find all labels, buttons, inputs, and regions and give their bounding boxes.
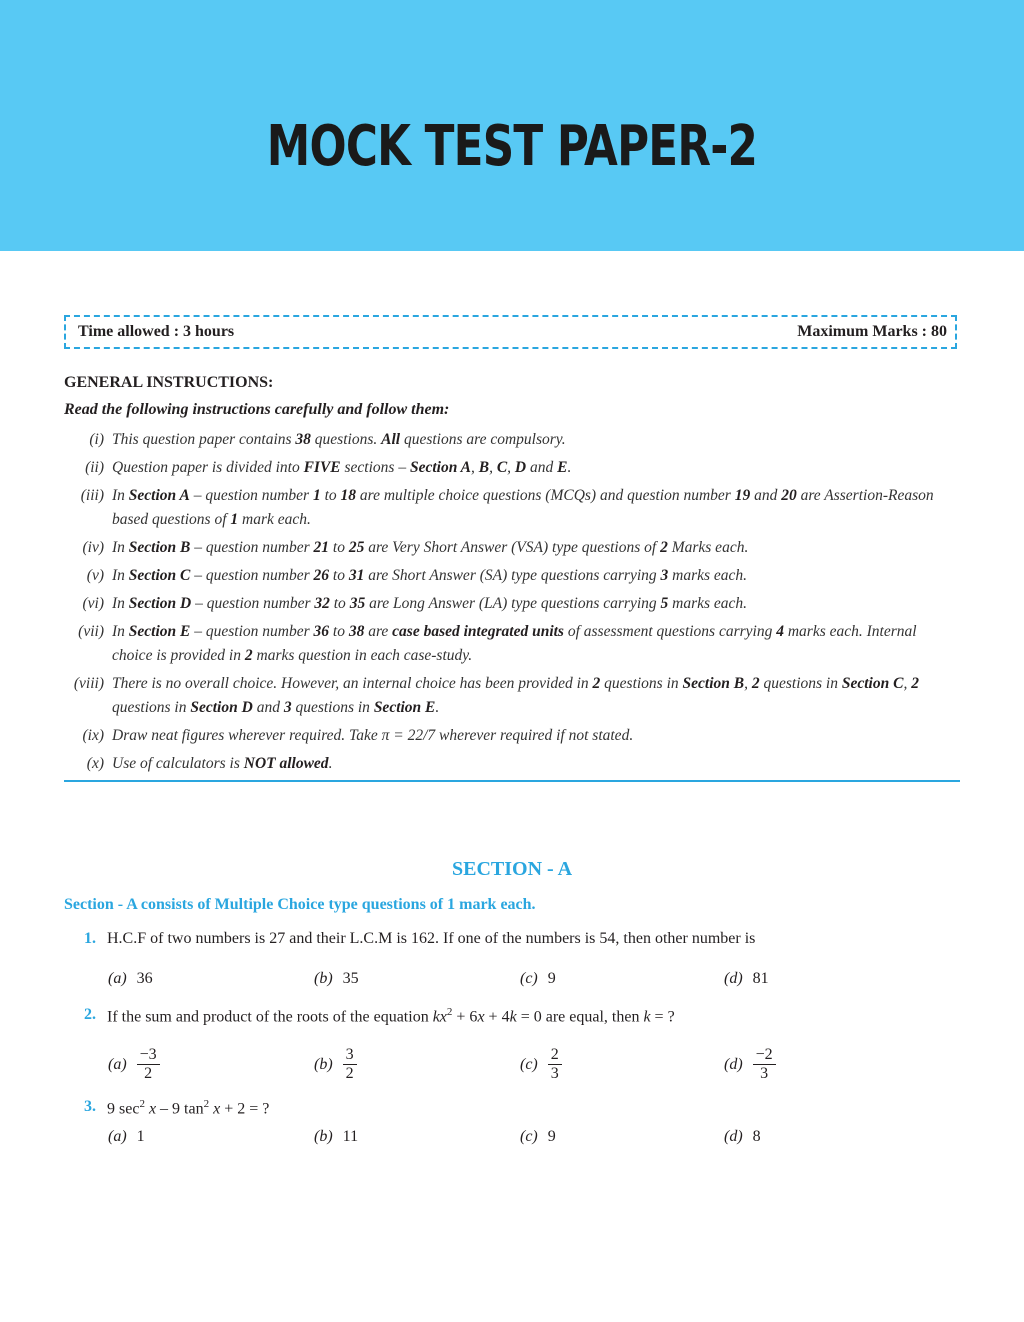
- section-heading: SECTION - A: [451, 858, 573, 880]
- instruction-number: (vi): [82, 595, 104, 612]
- instruction-number: (vii): [78, 623, 104, 640]
- instruction-text: Use of calculators is NOT allowed.: [112, 755, 333, 772]
- instructions-list: [64, 428, 960, 780]
- option-value: 36: [136, 970, 153, 987]
- instruction-text: In Section B – question number 21 to 25 are Very Short Answer (VSA) type questions of 2 Marks each.: [112, 539, 749, 556]
- question-number: 2.: [84, 1006, 96, 1023]
- exam-info-box: [64, 315, 957, 349]
- instruction-text: In Section E – question number 36 to 38 are case based integrated units of assessment questions carrying 4 marks each. Internal choice is provided in 2 marks question in each case-study.: [112, 623, 917, 664]
- instruction-text: There is no overall choice. However, an internal choice has been provided in 2 questions in Section B, 2 questions in Section C, 2 questions in Section D and 3 questions in Section E.: [112, 675, 919, 716]
- option-label: (b): [314, 970, 333, 987]
- instruction-item: [64, 456, 960, 480]
- page-title: MOCK TEST PAPER-2: [266, 114, 758, 179]
- option-value: $\frac{2}{3}$: [548, 1046, 562, 1083]
- option-value: $\frac{-2}{3}$: [753, 1046, 776, 1083]
- option-value: 9: [547, 1128, 556, 1145]
- option-label: (b): [314, 1055, 333, 1073]
- instruction-item: [64, 428, 960, 452]
- option-label: (d): [724, 970, 743, 987]
- question-text: H.C.F of two numbers is 27 and their L.C.M is 162. If one of the numbers is 54, then other number is: [107, 930, 756, 947]
- option-value: 11: [342, 1128, 359, 1145]
- instruction-number: (iv): [82, 539, 104, 556]
- instruction-item: [64, 672, 960, 720]
- instruction-item: [64, 752, 960, 776]
- option-value: 8: [752, 1128, 761, 1145]
- question-text: 9 $\sec^2 x - 9$ $\tan^2 x + 2$ = ?: [107, 1098, 270, 1118]
- option-value: 35: [342, 970, 359, 987]
- option-value: $\frac{3}{2}$: [343, 1046, 357, 1083]
- option-label: (a): [108, 1128, 127, 1145]
- option-value: $\frac{-3}{2}$: [137, 1046, 160, 1083]
- instruction-number: (iii): [80, 487, 104, 504]
- section-subheading: Section - A consists of Multiple Choice type questions of 1 mark each.: [64, 896, 536, 913]
- option: [520, 1128, 556, 1146]
- instruction-text: Question paper is divided into FIVE sections – Section A, B, C, D and E.: [112, 459, 572, 476]
- instruction-number: (x): [86, 755, 104, 772]
- option: [314, 970, 359, 988]
- question-number: 3.: [84, 1098, 96, 1115]
- option-label: (a): [108, 1055, 127, 1073]
- option-value: 1: [136, 1128, 145, 1145]
- instruction-item: [64, 536, 960, 560]
- instruction-text: This question paper contains 38 questions. All questions are compulsory.: [112, 431, 566, 448]
- option: [520, 970, 556, 988]
- question-number: 1.: [84, 930, 96, 947]
- maximum-marks: Maximum Marks : 80: [797, 323, 947, 340]
- instruction-number: (v): [86, 567, 104, 584]
- instruction-item: [64, 564, 960, 588]
- option-label: (d): [724, 1055, 743, 1073]
- time-allowed: Time allowed : 3 hours: [78, 323, 235, 340]
- instruction-text: In Section A – question number 1 to 18 are multiple choice questions (MCQs) and question number 19 and 20 are Assertion-Reason based questions of 1 mark each.: [112, 487, 934, 528]
- question-text: If the sum and product of the roots of the equation $kx^2 + 6x + 4k = 0$ are equal, then k = ?: [107, 1006, 675, 1026]
- option: [724, 970, 769, 988]
- option-value: 9: [547, 970, 556, 987]
- option-value: 81: [752, 970, 769, 987]
- instruction-item: [64, 592, 960, 616]
- option: [108, 1128, 145, 1146]
- option: [724, 1128, 761, 1146]
- instruction-item: [64, 484, 960, 532]
- instruction-number: (i): [89, 431, 104, 448]
- option-label: (b): [314, 1128, 333, 1145]
- options-row: [108, 970, 828, 1010]
- option-label: (c): [520, 970, 538, 987]
- options-row: [108, 1046, 828, 1086]
- instruction-number: (viii): [73, 675, 104, 692]
- instructions-lead: Read the following instructions carefully and follow them:: [64, 401, 450, 418]
- instruction-text: In Section C – question number 26 to 31 are Short Answer (SA) type questions carrying 3 marks each.: [112, 567, 748, 584]
- option: [108, 1046, 160, 1083]
- instruction-number: (ix): [82, 727, 104, 744]
- option: [314, 1046, 357, 1083]
- option: [520, 1046, 562, 1083]
- option-label: (a): [108, 970, 127, 987]
- option: [314, 1128, 358, 1146]
- instructions-heading: GENERAL INSTRUCTIONS:: [64, 374, 274, 391]
- options-row: [108, 1128, 828, 1168]
- instruction-number: (ii): [85, 459, 104, 476]
- divider: [64, 780, 960, 782]
- option-label: (c): [520, 1055, 538, 1073]
- instruction-item: [64, 724, 960, 748]
- option: [108, 970, 153, 988]
- option: [724, 1046, 776, 1083]
- instruction-text: In Section D – question number 32 to 35 are Long Answer (LA) type questions carrying 5 marks each.: [112, 595, 748, 612]
- option-label: (d): [724, 1128, 743, 1145]
- option-label: (c): [520, 1128, 538, 1145]
- instruction-text: Draw neat figures wherever required. Take π = 22/7 wherever required if not stated.: [112, 727, 634, 744]
- instruction-item: [64, 620, 960, 668]
